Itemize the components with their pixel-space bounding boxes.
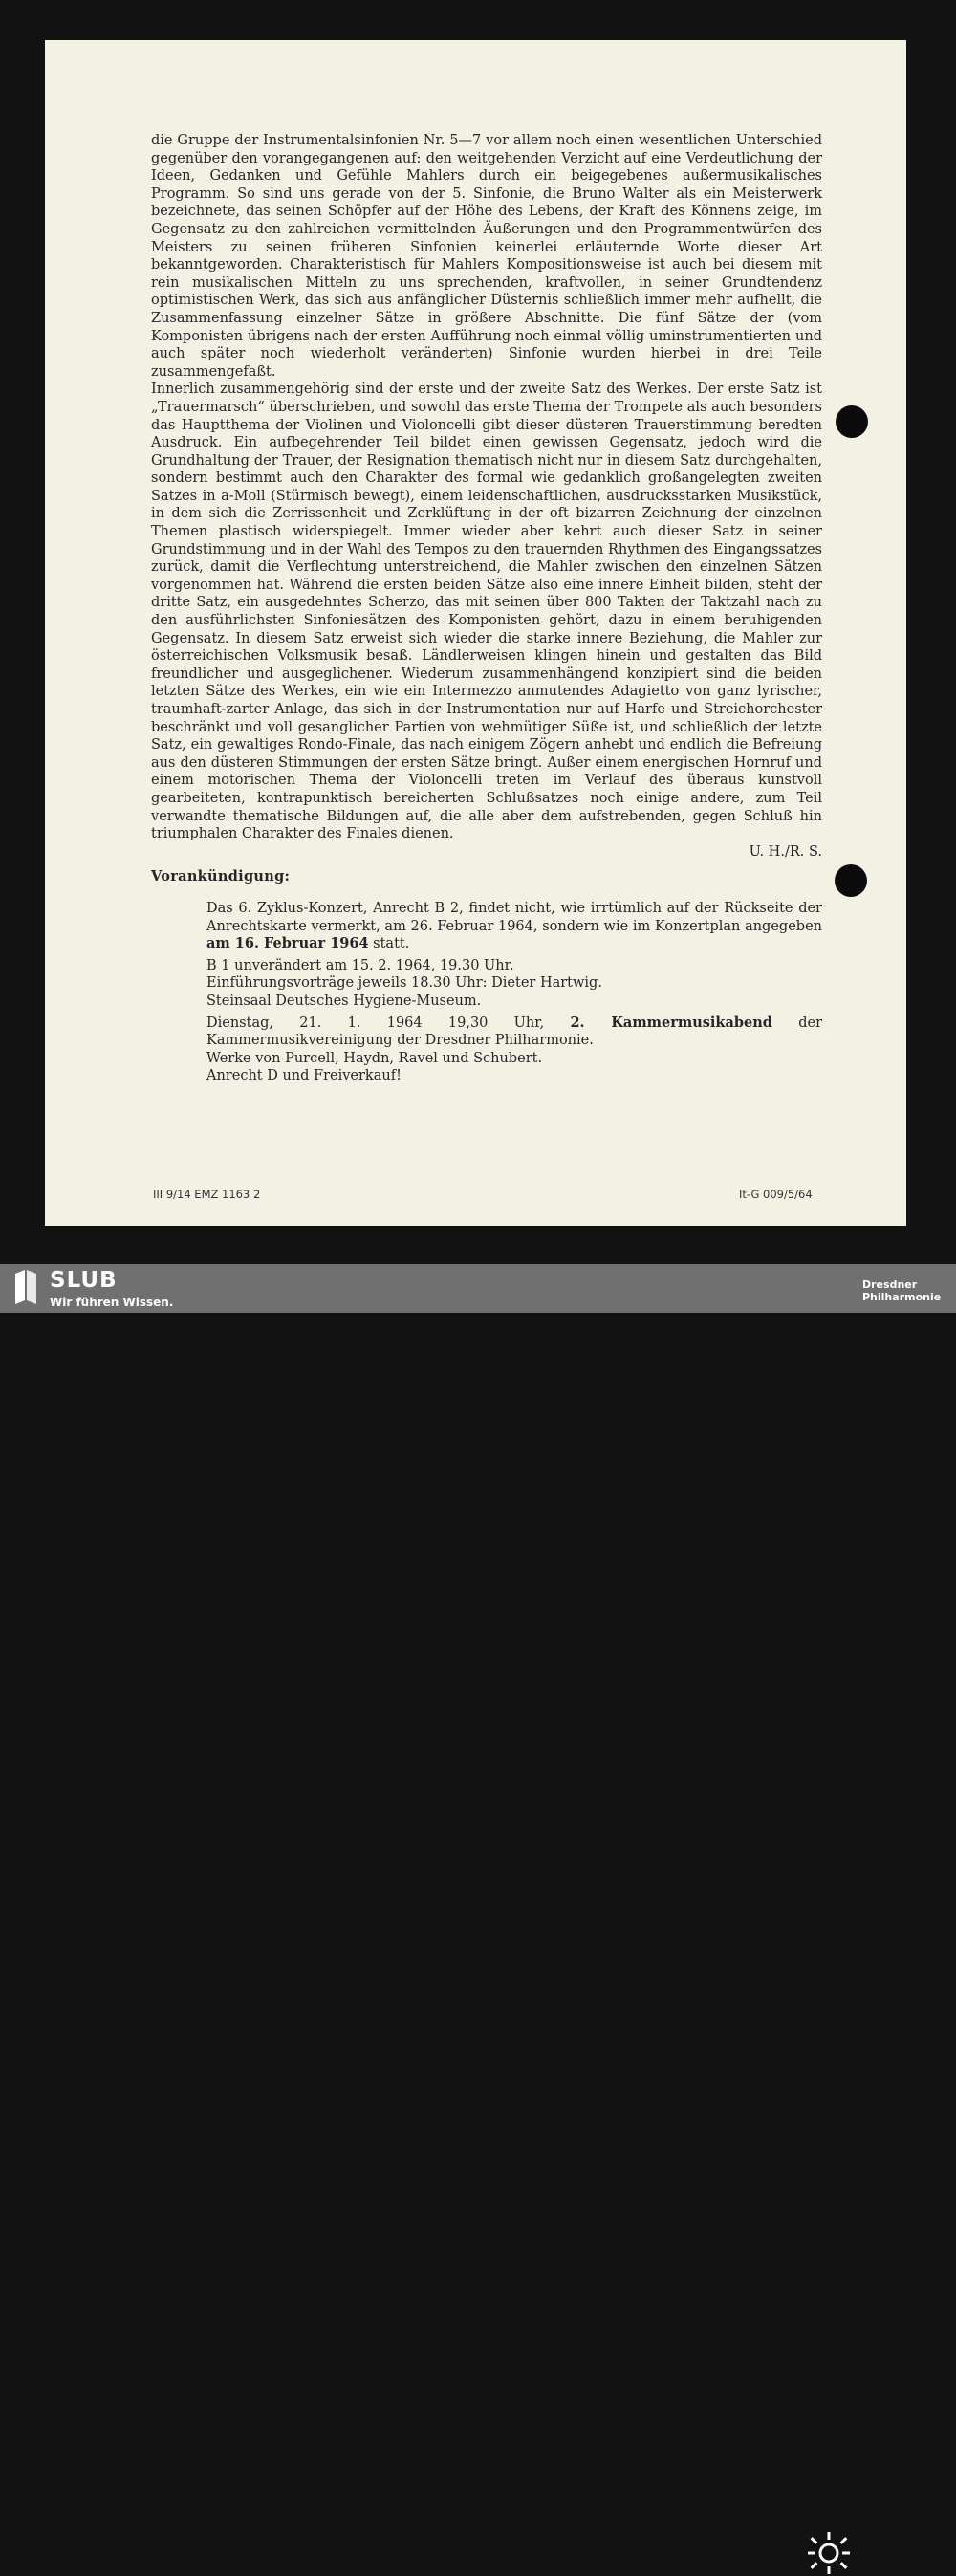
document-body	[151, 132, 822, 1089]
print-code-right: It-G 009/5/64	[739, 1188, 813, 1201]
punch-hole-top	[836, 405, 868, 438]
author-initials: U. H./R. S.	[749, 843, 822, 860]
paragraph-2: Innerlich zusammengehörig sind der erste und der zweite Satz des Werkes. Der erste Satz ist „Trauermarsch“ überschrieben, und sowohl das erste Thema der Trompete als auch besonders das Hauptthema der Violinen und Violoncelli gibt dieser düsteren Trauerstimmung beredten Ausdruck. Ein aufbegehrender Teil bildet einen gewissen Gegensatz, jedoch wird die Grundhaltung der Trauer, der Resignation thematisch nicht nur in diesem Satz durchgehalten, sondern bestimmt auch den Charakter des formal wie gedanklich großangelegten zweiten Satzes in a-Moll (Stürmisch bewegt), einem leidenschaftlichen, ausdrucksstarken Musikstück, in dem sich die Zerrissenheit und Zerklüftung in der oft bizarren Zeichnung der einzelnen Themen plastisch widerspiegelt. Immer wieder aber kehrt auch dieser Satz in seiner Grundstimmung und in der Wahl des Tempos zu den trauernden Rhythmen des Eingangssatzes zurück, damit die Verflechtung unterstreichend, die Mahler zwischen den einzelnen Sätzen vorgenommen hat. Während die ersten beiden Sätze also eine innere Einheit bilden, steht der dritte Satz, ein ausgedehntes Scherzo, das mit seinen über 800 Takten der Taktzahl nach zu den ausführlichsten Sinfoniesätzen des Komponisten gehört, dazu in einem beruhigenden Gegensatz. In diesem Satz erweist sich wieder die starke innere Beziehung, die Mahler zur österreichischen Volksmusik besaß. Ländlerweisen klingen hinein und gestalten das Bild freundlicher und ausgeglichener. Wiederum zusammenhängend konzipiert sind die beiden letzten Sätze des Werkes, ein wie ein Intermezzo anmutendes Adagietto von ganz lyrischer, traumhaft-zarter Anlage, das sich in der Instrumentation nur auf Harfe und Streichorchester beschränkt und voll gesanglicher Partien von wehmütiger Süße ist, und schließlich der letzte Satz, ein gewaltiges Rondo-Finale, das nach einigem Zögern anhebt und endlich die Befreiung aus den düsteren Stimmungen der ersten Sätze bringt. Außer einem energischen Hornruf und einem motorischen Thema der Violoncelli treten im Verlauf des überaus kunstvoll gearbeiteten, kontrapunktisch bereicherten Schlußsatzes noch einige andere, zum Teil verwandte thematische Bildungen auf, die alle aber dem aufstrebenden, gegen Schluß hin triumphalen Charakter des Finales dienen.	[151, 382, 822, 842]
notice-b1-details: B 1 unverändert am 15. 2. 1964, 19.30 Uhr. Einführungsvorträge jeweils 18.30 Uhr: Dieter Hartwig. Steinsaal Deutsches Hygiene-Museum.	[206, 957, 602, 1009]
notice-chamber-music: Dienstag, 21. 1. 1964 19,30 Uhr, 2. Kammermusikabend der Kammermusikvereinigung der Dresdner Philharmonie. Werke von Purcell, Haydn, Ravel und Schubert. Anrecht D und Freiverkauf!	[206, 1014, 822, 1084]
slub-logo-icon	[11, 1268, 40, 1308]
philharmonie-logo-icon	[803, 2530, 855, 2576]
print-code-left: III 9/14 EMZ 1163 2	[153, 1188, 261, 1201]
paragraph-1: die Gruppe der Instrumentalsinfonien Nr. 5—7 vor allem noch einen wesentlichen Unterschied gegenüber den vorangegangenen auf: den weitgehenden Verzicht auf eine Verdeutlichung der Ideen, Gedanken und Gefühle Mahlers durch ein beigegebenes außermusikalisches Programm. So sind uns gerade von der 5. Sinfonie, die Bruno Walter als ein Meisterwerk bezeichnete, das seinen Schöpfer auf der Höhe des Lebens, der Kraft des Könnens zeige, im Gegensatz zu den zahlreichen vermittelnden Äußerungen und den Programmentwürfen des Meisters zu seinen früheren Sinfonien keinerlei erläuternde Worte dieser Art bekanntgeworden. Charakteristisch für Mahlers Kompositionsweise ist auch bei diesem mit rein musikalischen Mitteln zu uns sprechenden, kraftvollen, in seiner Grundtendenz optimistischen Werk, das sich aus anfänglicher Düsternis schließlich immer mehr aufhellt, die Zusammenfassung einzelner Sätze in größere Abschnitte. Die fünf Sätze der (vom Komponisten übrigens nach der ersten Aufführung noch einmal völlig uminstrumentierten und auch später noch wiederholt veränderten) Sinfonie wurden hierbei in drei Teile zusammengefaßt.	[151, 133, 822, 380]
library-name: SLUB	[50, 1268, 118, 1293]
announcement-heading: Vorankündigung:	[151, 868, 291, 885]
partner-name: Dresdner Philharmonie	[862, 1278, 942, 1303]
notice-concert-date: Das 6. Zyklus-Konzert, Anrecht B 2, findet nicht, wie irrtümlich auf der Rückseite der Anrechtskarte vermerkt, am 26. Februar 1964, sondern wie im Konzertplan angegeben am 16. Februar 1964 statt.	[206, 900, 822, 952]
library-tagline: Wir führen Wissen.	[50, 1296, 174, 1309]
announcement-notices	[151, 900, 822, 1085]
punch-hole-bottom	[835, 864, 867, 897]
